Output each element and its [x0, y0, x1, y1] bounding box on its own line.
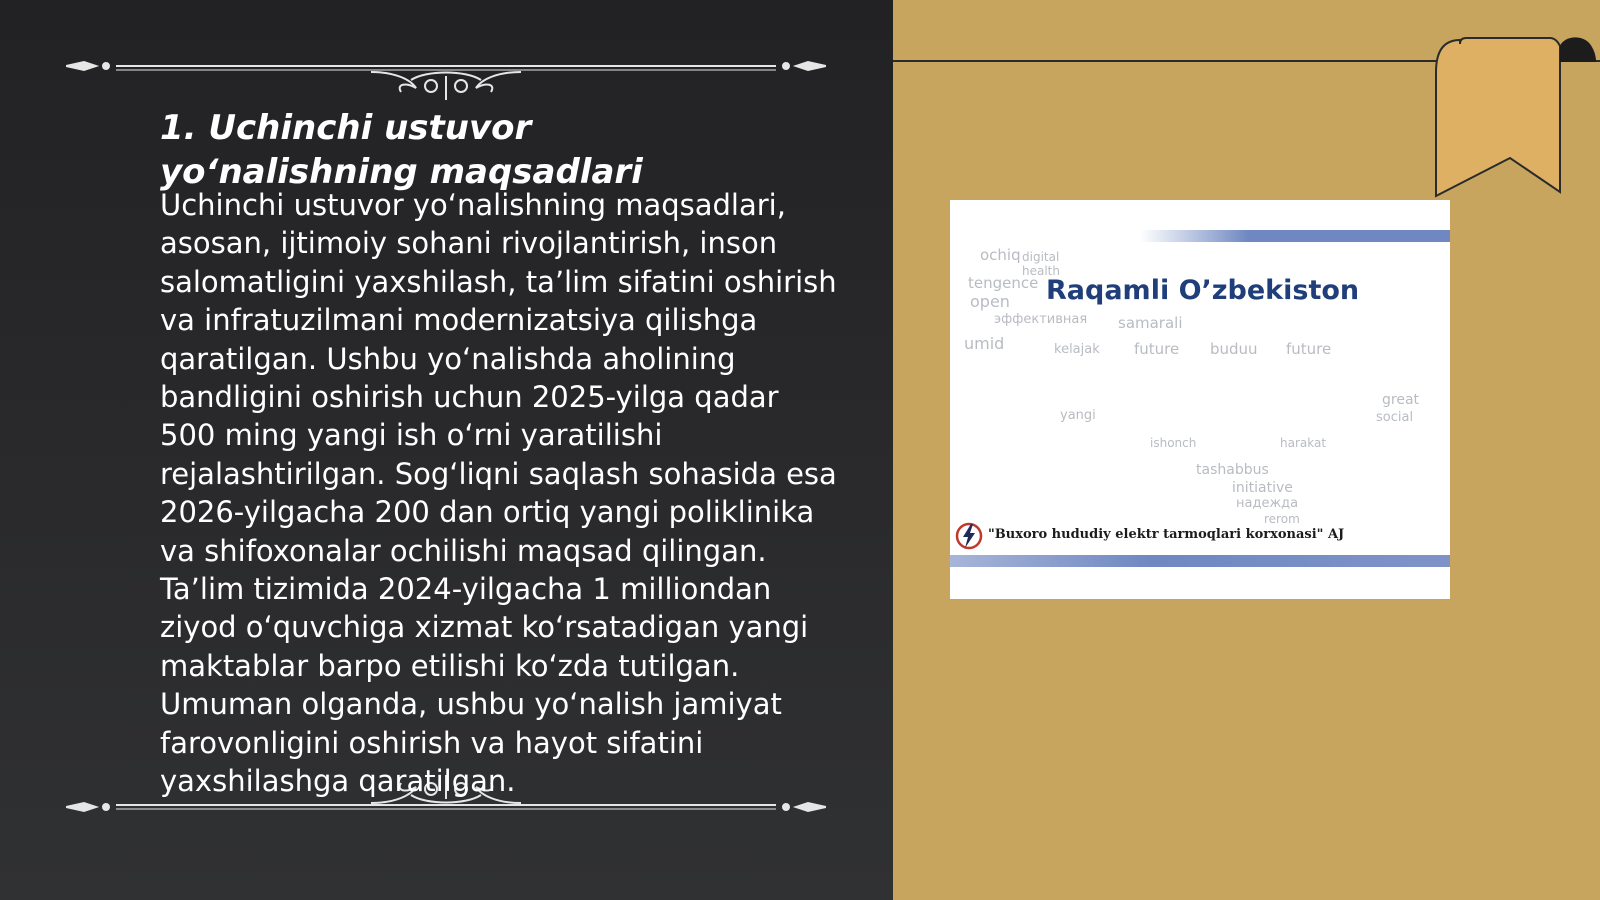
wordcloud-word: kelajak: [1054, 342, 1100, 357]
wordcloud-word: social: [1376, 410, 1414, 425]
image-card: [950, 200, 1450, 599]
wordcloud-word: buduu: [1210, 340, 1258, 358]
wordcloud-word: tashabbus: [1196, 462, 1269, 478]
lightning-logo-icon: [954, 521, 984, 551]
wordcloud-word: umid: [964, 334, 1005, 353]
bookmark-icon: [1432, 34, 1600, 204]
wordcloud-word: samarali: [1118, 314, 1183, 332]
wordcloud-word: future: [1286, 340, 1332, 358]
slide-title: 1. Uchinchi ustuvor yo‘nalishning maqsadlari: [160, 108, 643, 192]
wordcloud-word: digital: [1022, 250, 1060, 264]
wordcloud-word: tengence: [968, 274, 1039, 292]
wordcloud-word: great: [1382, 392, 1420, 408]
wordcloud-word: rerom: [1264, 512, 1300, 526]
wordcloud-word: ochiq: [980, 246, 1021, 264]
wordcloud-word: future: [1134, 340, 1180, 358]
wordcloud-word: надежда: [1236, 496, 1299, 511]
image-top-stripe: [1140, 230, 1450, 242]
wordcloud-word: ishonch: [1150, 436, 1197, 450]
wordcloud-word: open: [970, 292, 1010, 311]
wordcloud-word: эффективная: [994, 312, 1088, 327]
wordcloud-word: initiative: [1232, 480, 1293, 496]
top-ornament: [66, 40, 826, 100]
image-caption: "Buxoro hududiy elektr tarmoqlari korxonasi" AJ: [988, 527, 1345, 542]
wordcloud-word: yangi: [1060, 408, 1096, 423]
image-bottom-stripe: [950, 555, 1450, 567]
wordcloud-word: health: [1022, 264, 1060, 278]
image-title: Raqamli O’zbekiston: [1046, 275, 1360, 306]
wordcloud-word: harakat: [1280, 436, 1327, 450]
slide-body-text: Uchinchi ustuvor yo‘nalishning maqsadlari, asosan, ijtimoiy sohani rivojlantirish, inson salomatligini yaxshilash, ta’lim sifatini oshirish va infratuzilmani modernizatsiya qilishga qaratilgan. Ushbu yo‘nalishda aholining bandligini oshirish uchun 2025-yilga qadar 500 ming yangi ish o‘rni yaratilishi rejalashtirilgan. Sog‘liqni saqlash sohasida esa 2026-yilgacha 200 dan ortiq yangi poliklinika va shifoxonalar ochilishi maqsad qilingan. Ta’lim tizimida 2024-yilgacha 1 milliondan ziyod o‘quvchiga xizmat ko‘rsatadigan yangi maktablar barpo etilishi ko‘zda tutilgan. Umuman olganda, ushbu yo‘nalish jamiyat farovonligini oshirish va hayot sifatini yaxshilashga qaratilgan.: [160, 188, 837, 799]
